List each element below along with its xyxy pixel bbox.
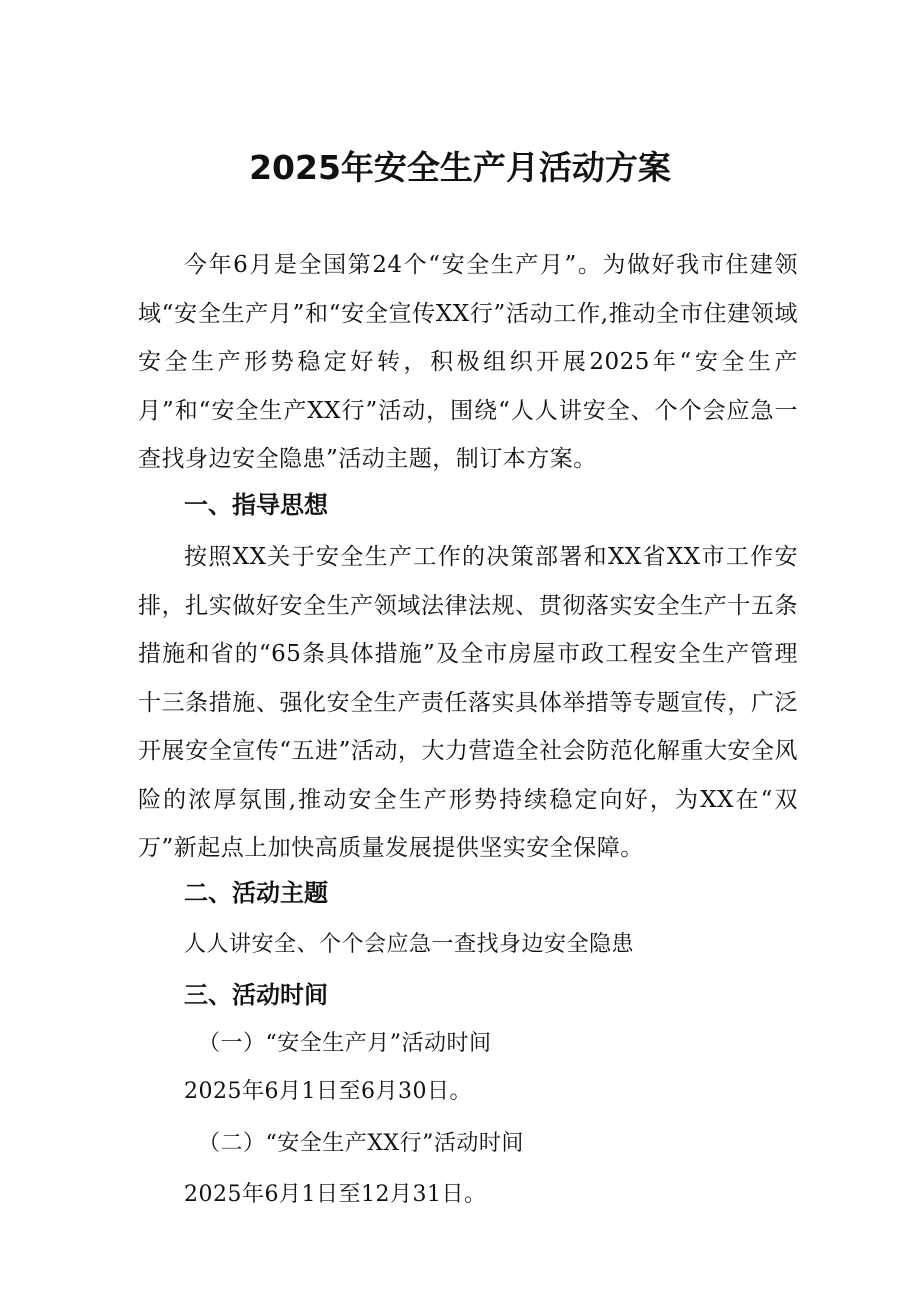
safety-month-date-range: 2025年6月1日至6月30日。 — [184, 1079, 472, 1104]
safety-month-time-label: （一）“安全生产月”活动时间 — [198, 1031, 492, 1056]
section-heading-activity-theme: 二、活动主题 — [184, 878, 328, 907]
intro-paragraph: 今年6月是全国第24个“安全生产月”。为做好我市住建领域“安全生产月”和“安全宣传XX行”活动工作,推动全市住建领域安全生产形势稳定好转，积极组织开展2025年“安全生产月”和“安全生产XX行”活动，围绕“人人讲安全、个个会应急一查找身边安全隐患”活动主题，制订本方案。 — [138, 252, 798, 472]
document-title: 2025年安全生产月活动方案 — [249, 148, 671, 188]
section-heading-guiding-thought: 一、指导思想 — [184, 490, 328, 519]
section-heading-activity-time: 三、活动时间 — [184, 980, 328, 1009]
activity-theme-text: 人人讲安全、个个会应急一查找身边安全隐患 — [184, 932, 635, 957]
safety-xx-tour-time-label: （二）“安全生产XX行”活动时间 — [198, 1131, 524, 1156]
safety-xx-tour-date-range: 2025年6月1日至12月31日。 — [184, 1182, 487, 1207]
guiding-thought-paragraph: 按照XX关于安全生产工作的决策部署和XX省XX市工作安排，扎实做好安全生产领域法律法规、贯彻落实安全生产十五条措施和省的“65条具体措施”及全市房屋市政工程安全生产管理十三条措施、强化安全生产责任落实具体举措等专题宣传，广泛开展安全宣传“五进”活动，大力营造全社会防范化解重大安全风险的浓厚氛围,推动安全生产形势持续稳定向好，为XX在“双万”新起点上加快高质量发展提供坚实安全保障。 — [138, 544, 798, 861]
